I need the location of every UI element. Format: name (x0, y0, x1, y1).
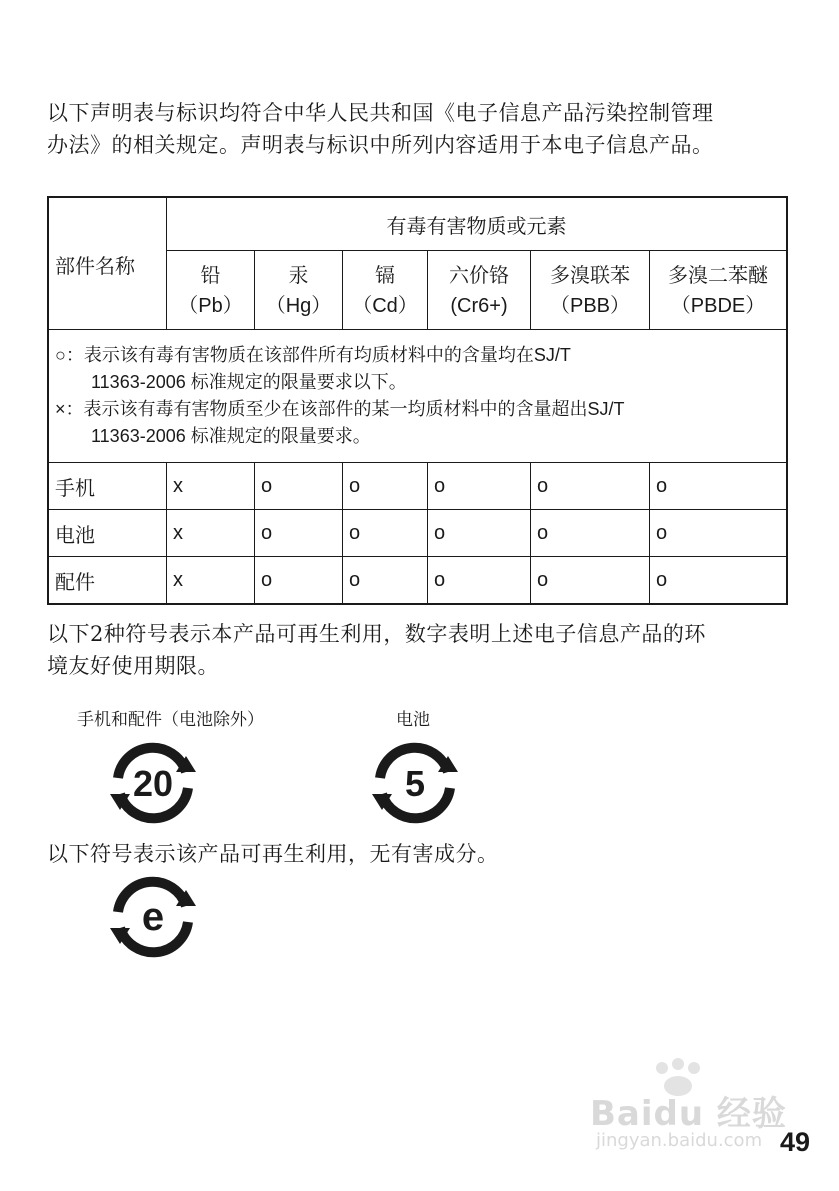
logo-5-number: 5 (404, 763, 426, 804)
table-cell: o (650, 463, 788, 510)
table-cell: o (650, 557, 788, 605)
recycle-line-1: 以下2种符号表示本产品可再生利用，数字表明上述电子信息产品的环 (47, 622, 706, 646)
efup-5-icon (370, 742, 460, 824)
table-cell: o (255, 463, 343, 510)
table-cell: x (167, 510, 255, 557)
legend-o-line-1: ○：表示该有毒有害物质在该部件所有均质材料中的含量均在SJ/T (55, 345, 571, 365)
table-cell: o (428, 557, 531, 605)
no-hazard-paragraph: 以下符号表示该产品可再生利用，无有害成分。 (47, 842, 499, 866)
table-cell: o (531, 463, 650, 510)
legend-x-line-2: 11363-2006 标准规定的限量要求。 (91, 426, 371, 446)
table-row (48, 557, 787, 605)
caption-battery: 电池 (396, 710, 430, 730)
part-name-header: 部件名称 (48, 197, 167, 330)
efup-20-icon (108, 742, 198, 824)
intro-line-1: 以下声明表与标识均符合中华人民共和国《电子信息产品污染控制管理 (47, 101, 714, 125)
logo-20-number: 20 (132, 763, 174, 804)
table-cell: o (650, 510, 788, 557)
row-name: 手机 (48, 463, 167, 510)
table-cell: o (343, 510, 428, 557)
logo-e-letter: e (141, 895, 165, 939)
caption-phone-accessories: 手机和配件（电池除外） (77, 710, 264, 730)
hazardous-substances-table (47, 196, 788, 605)
watermark-main: Baidu 经验 (590, 1094, 787, 1134)
element-header-mercury: 汞 （Hg） (255, 251, 343, 330)
table-cell: o (531, 557, 650, 605)
table-cell: o (255, 510, 343, 557)
element-header-cadmium: 镉 （Cd） (343, 251, 428, 330)
table-cell: o (531, 510, 650, 557)
watermark-url: jingyan.baidu.com (596, 1130, 763, 1151)
legend-o-line-2: 11363-2006 标准规定的限量要求以下。 (91, 372, 407, 392)
substances-group-header: 有毒有害物质或元素 (167, 197, 788, 251)
table-cell: o (428, 510, 531, 557)
table-legend (48, 330, 787, 463)
intro-line-2: 办法》的相关规定。声明表与标识中所列内容适用于本电子信息产品。 (47, 133, 714, 157)
watermark (590, 1058, 790, 1158)
row-name: 配件 (48, 557, 167, 605)
row-name: 电池 (48, 510, 167, 557)
environment-e-icon (108, 876, 198, 958)
table-row (48, 463, 787, 510)
table-row (48, 510, 787, 557)
page-number: 49 (780, 1127, 811, 1157)
element-header-lead: 铅 （Pb） (167, 251, 255, 330)
table-cell: x (167, 557, 255, 605)
table-cell: o (428, 463, 531, 510)
recycle-line-2: 境友好使用期限。 (47, 654, 219, 678)
recycle-paragraph (47, 618, 807, 682)
element-header-chromium: 六价铬 (Cr6+) (428, 251, 531, 330)
table-cell: o (343, 463, 428, 510)
table-cell: o (255, 557, 343, 605)
table-cell: x (167, 463, 255, 510)
element-header-pbde: 多溴二苯醚 （PBDE） (650, 251, 788, 330)
table-cell: o (343, 557, 428, 605)
legend-x-line-1: ×：表示该有毒有害物质至少在该部件的某一均质材料中的含量超出SJ/T (55, 399, 625, 419)
intro-paragraph (47, 97, 807, 161)
element-header-pbb: 多溴联苯 （PBB） (531, 251, 650, 330)
